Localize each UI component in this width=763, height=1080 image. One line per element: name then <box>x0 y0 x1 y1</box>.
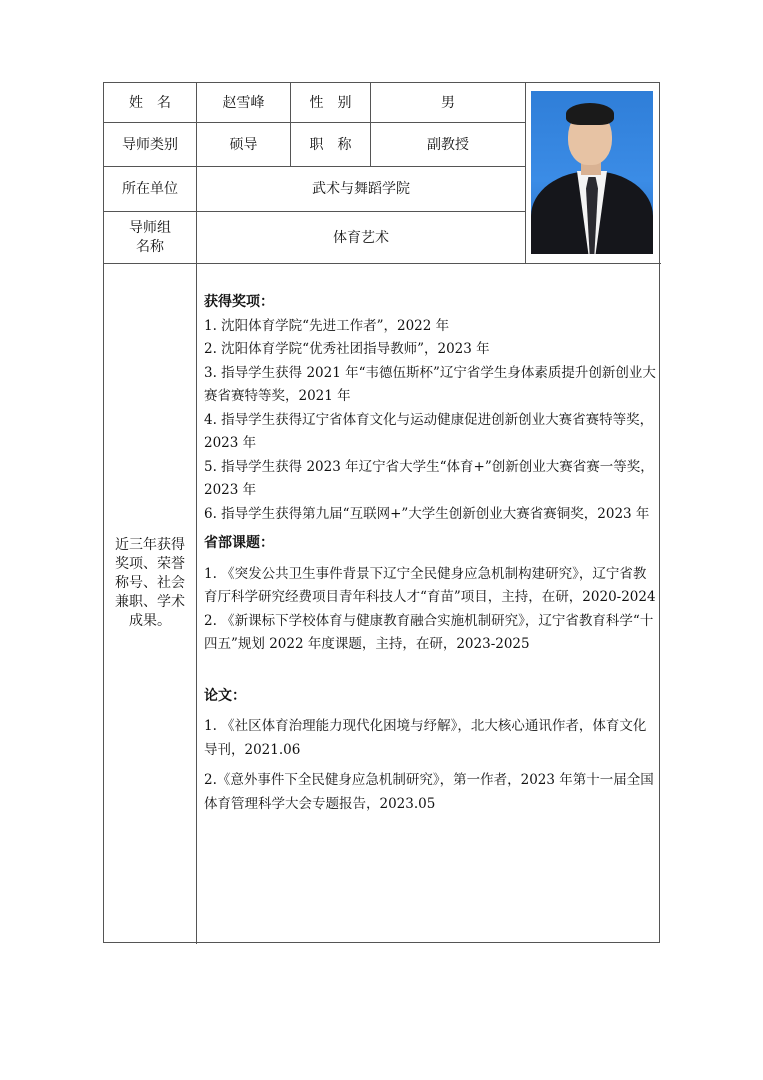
achievements-label: 近三年获得奖项、荣誉称号、社会兼职、学术成果。 <box>115 536 185 629</box>
title-value: 副教授 <box>427 137 469 153</box>
portrait-photo <box>531 91 653 254</box>
award-item: 4. 指导学生获得辽宁省体育文化与运动健康促进创新创业大赛省赛特等奖，2023 年 <box>204 411 654 451</box>
gender-value: 男 <box>441 95 455 111</box>
group-label: 导师组名称 <box>129 219 171 255</box>
paper-item: 2.《意外事件下全民健身应急机制研究》，第一作者，2023 年第十一届全国体育管理科学大会专题报告，2023.05 <box>204 772 654 812</box>
gender-label: 性 别 <box>309 95 352 111</box>
award-item: 6. 指导学生获得第九届“互联网+”大学生创新创业大赛省赛铜奖，2023 年 <box>204 505 650 522</box>
group-value: 体育艺术 <box>333 229 389 246</box>
achievements-content <box>204 285 656 816</box>
project-item: 2. 《新课标下学校体育与健康教育融合实施机制研究》，辽宁省教育科学“十四五”规划 2022 年度课题，主持，在研，2023-2025 <box>204 612 654 652</box>
award-item: 1. 沈阳体育学院“先进工作者”，2022 年 <box>204 317 450 334</box>
name-value: 赵雪峰 <box>222 95 265 111</box>
paper-item: 1. 《社区体育治理能力现代化困境与纾解》，北大核心通讯作者，体育文化导刊，2021.06 <box>204 718 647 758</box>
name-label: 姓 名 <box>129 95 171 111</box>
award-item: 5. 指导学生获得 2023 年辽宁省大学生“体育+”创新创业大赛省赛一等奖，2023 年 <box>204 458 654 498</box>
papers-heading: 论文： <box>204 687 246 704</box>
title-label: 职 称 <box>309 137 352 153</box>
project-item: 1. 《突发公共卫生事件背景下辽宁全民健身应急机制构建研究》，辽宁省教育厅科学研究经费项目青年科技人才“育苗”项目，主持，在研，2020-2024 <box>204 565 656 605</box>
award-item: 2. 沈阳体育学院“优秀社团指导教师”，2023 年 <box>204 341 490 357</box>
unit-label: 所在单位 <box>122 181 178 197</box>
awards-heading: 获得奖项： <box>204 294 274 310</box>
mentor-type-value: 硕导 <box>229 137 258 153</box>
award-item: 3. 指导学生获得 2021 年“韦德伍斯杯”辽宁省学生身体素质提升创新创业大赛省赛特等奖，2021 年 <box>204 364 656 404</box>
projects-heading: 省部课题： <box>204 535 274 551</box>
mentor-type-label: 导师类别 <box>122 137 178 153</box>
mentor-info-table <box>103 82 660 943</box>
unit-value: 武术与舞蹈学院 <box>312 181 410 197</box>
